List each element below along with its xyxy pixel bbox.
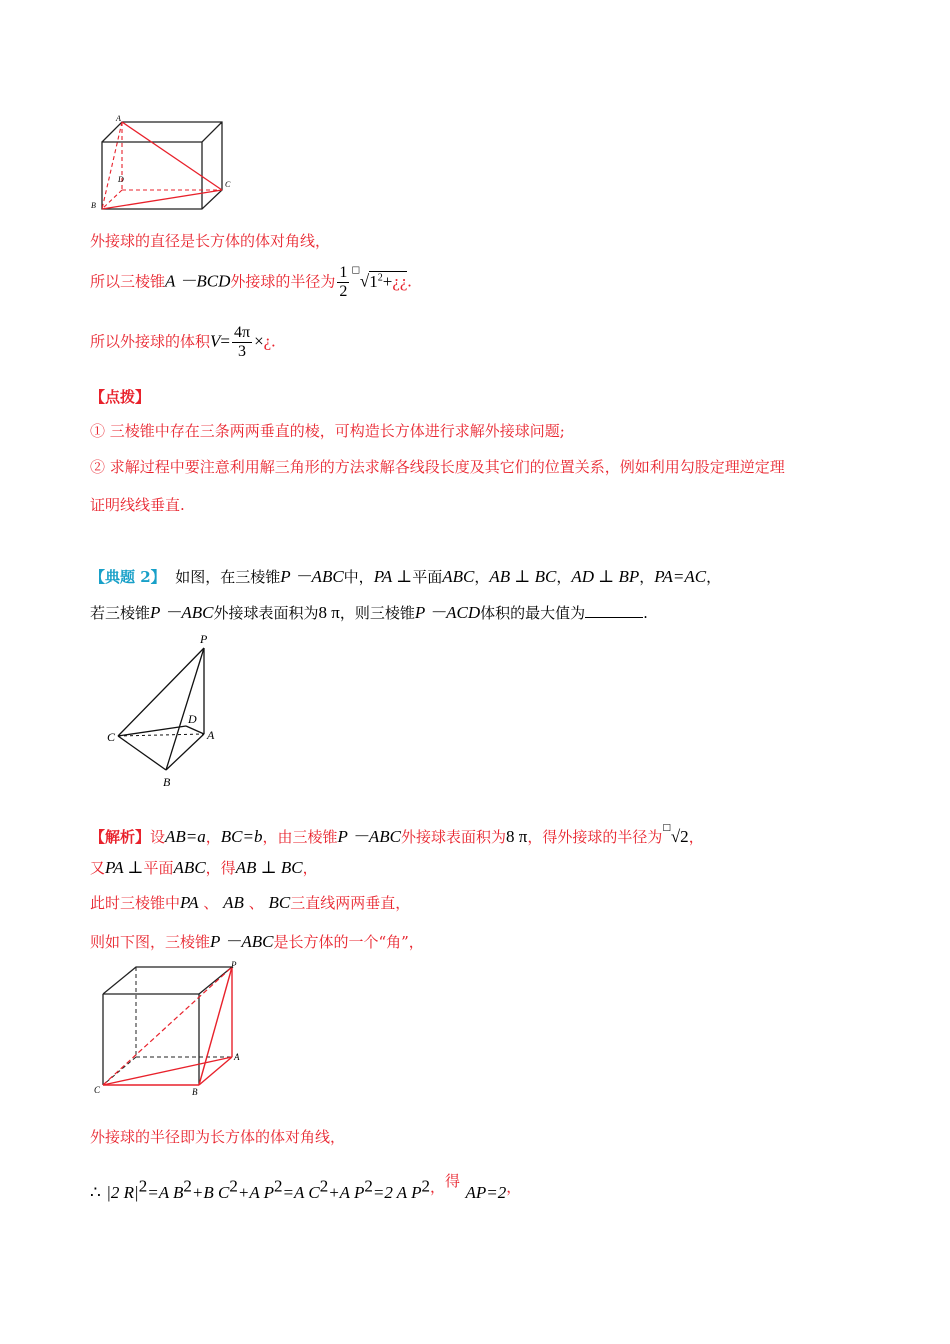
example2-line1: 【典题 2】 如图，在三棱锥P －ABC中，PA ⊥平面ABC，AB ⊥ BC，AD ⊥ BP，PA=AC， <box>90 567 722 586</box>
fig2-label-b: B <box>163 775 171 789</box>
fig3-label-c: C <box>94 1085 101 1095</box>
solution-line2: 又PA ⊥平面ABC，得AB ⊥ BC， <box>90 858 318 877</box>
fig2-label-c: C <box>107 730 116 744</box>
fig2-label-p: P <box>200 632 208 646</box>
fig1-label-b: B <box>91 201 96 210</box>
final-line1: 外接球的半径即为长方体的体对角线， <box>90 1128 346 1146</box>
fig3-label-b: B <box>192 1087 198 1097</box>
solution-line1: 【解析】设AB=a，BC=b，由三棱锥P －ABC外接球表面积为8 π，得外接球的半径为□√2， <box>90 823 704 846</box>
fig1-label-a: A <box>116 114 121 123</box>
fraction-4pi-3: $\frac{4\pi}{3}$ <box>234 324 251 360</box>
tip-item-2-cont: 证明线线垂直. <box>90 496 185 514</box>
figure-pyramid-pabc <box>100 630 230 795</box>
fig3-label-p: P <box>231 960 237 970</box>
example2-line2: 若三棱锥P －ABC外接球表面积为8 π，则三棱锥P －ACD体积的最大值为 . <box>90 603 648 622</box>
solution-tag: 【解析】 <box>90 828 151 846</box>
tip-item-1: ① 三棱锥中存在三条两两垂直的棱，可构造长方体进行求解外接球问题; <box>90 422 565 440</box>
radicand: $1^2+¿¿$ <box>369 271 408 291</box>
fig2-label-a: A <box>207 728 215 742</box>
tip-title: 【点拨】 <box>90 388 151 406</box>
fig3-label-a: A <box>234 1052 240 1062</box>
fig1-label-c: C <box>225 180 231 189</box>
figure-cuboid-abcd <box>88 110 238 215</box>
tip-item-2: ② 求解过程中要注意利用解三角形的方法求解各线段长度及其它们的位置关系，例如利用勾股定理逆定理 <box>90 458 785 476</box>
line-diameter: 外接球的直径是长方体的体对角线， <box>90 232 331 250</box>
example-tag: 【典题 2】 <box>90 568 166 586</box>
solution-line4: 则如下图，三棱锥P －ABC是长方体的一个“角”， <box>90 932 424 951</box>
figure-cuboid-corner <box>88 958 248 1100</box>
fig1-label-d: D <box>118 175 124 184</box>
final-equation: ∴ |2 $R|^2=A$ $B^2+B$ $C^2+A$ $P^2=A$ $C^2+A$ $P^2=2$ A $P^2$，得 AP=2， <box>90 1172 522 1202</box>
line-radius: 所以三棱锥A －BCD外接球的半径为 $\frac{1}{2}$ $^□√1^2+¿¿$. <box>90 264 412 300</box>
answer-blank <box>585 603 643 618</box>
line-volume: 所以外接球的体积V= $\frac{4\pi}{3}$ ×¿. <box>90 324 276 360</box>
solution-line3: 此时三棱锥中PA 、 AB 、 BC三直线两两垂直， <box>90 893 411 912</box>
fraction-one-half: $\frac{1}{2}$ <box>339 264 348 300</box>
fig2-label-d: D <box>188 712 197 726</box>
